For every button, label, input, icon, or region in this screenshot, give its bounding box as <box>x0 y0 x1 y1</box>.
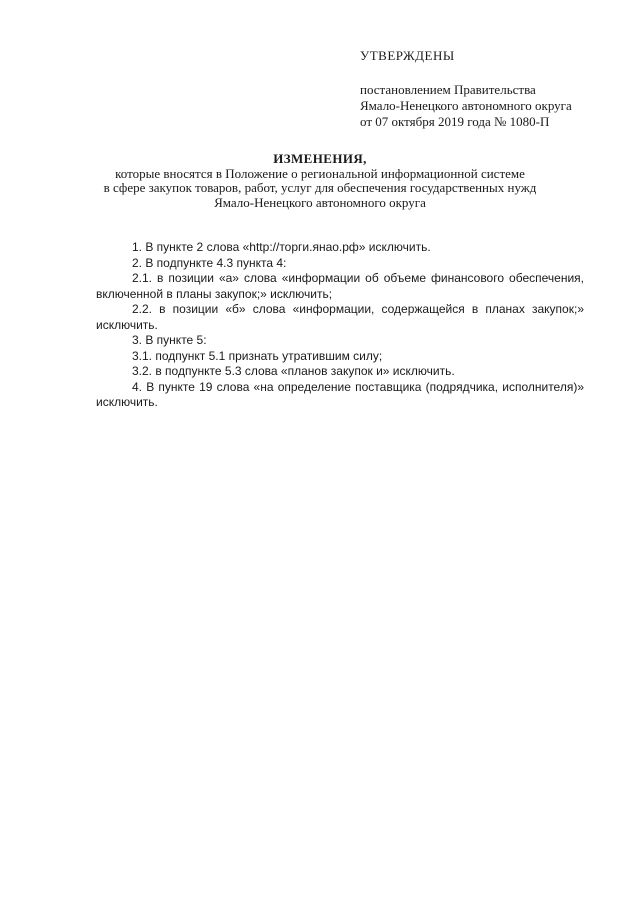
paragraph-item-2: 2. В подпункте 4.3 пункта 4: <box>132 255 287 270</box>
paragraph-item-3: 3. В пункте 5: <box>132 333 207 347</box>
paragraph-item-3-1: 3.1. подпункт 5.1 признать утратившим силу; <box>132 348 383 363</box>
approval-title: УТВЕРЖДЕНЫ <box>360 48 455 63</box>
approval-block <box>360 48 620 130</box>
paragraph-item-3-2: 3.2. в подпункте 5.3 слова «планов закупок и» исключить. <box>132 364 455 378</box>
paragraph-item-2-1: 2.1. в позиции «а» слова «информации об объеме финансового обеспечения, включенной в планы закупок;» исключить; <box>96 271 584 301</box>
document-subtitle-line: которые вносятся в Положение о региональной информационной системе <box>115 165 525 181</box>
document-subtitle-line: в сфере закупок товаров, работ, услуг для обеспечения государственных нужд <box>103 180 537 195</box>
document-title: ИЗМЕНЕНИЯ, <box>273 151 367 166</box>
document-body <box>96 240 584 411</box>
paragraph-item-2-2: 2.2. в позиции «б» слова «информации, содержащейся в планах закупок;» исключить. <box>96 302 584 332</box>
paragraph-item-4: 4. В пункте 19 слова «на определение поставщика (подрядчика, исполнителя)» исключить. <box>96 379 584 409</box>
approval-line: Ямало-Ненецкого автономного округа <box>360 98 572 113</box>
document-subtitle-line: Ямало-Ненецкого автономного округа <box>214 194 426 210</box>
paragraph-item-1: 1. В пункте 2 слова «http://торги.янао.рф» исключить. <box>132 240 431 254</box>
approval-line: постановлением Правительства <box>360 82 536 97</box>
approval-line: от 07 октября 2019 года № 1080-П <box>360 114 550 129</box>
document-heading <box>60 152 580 210</box>
